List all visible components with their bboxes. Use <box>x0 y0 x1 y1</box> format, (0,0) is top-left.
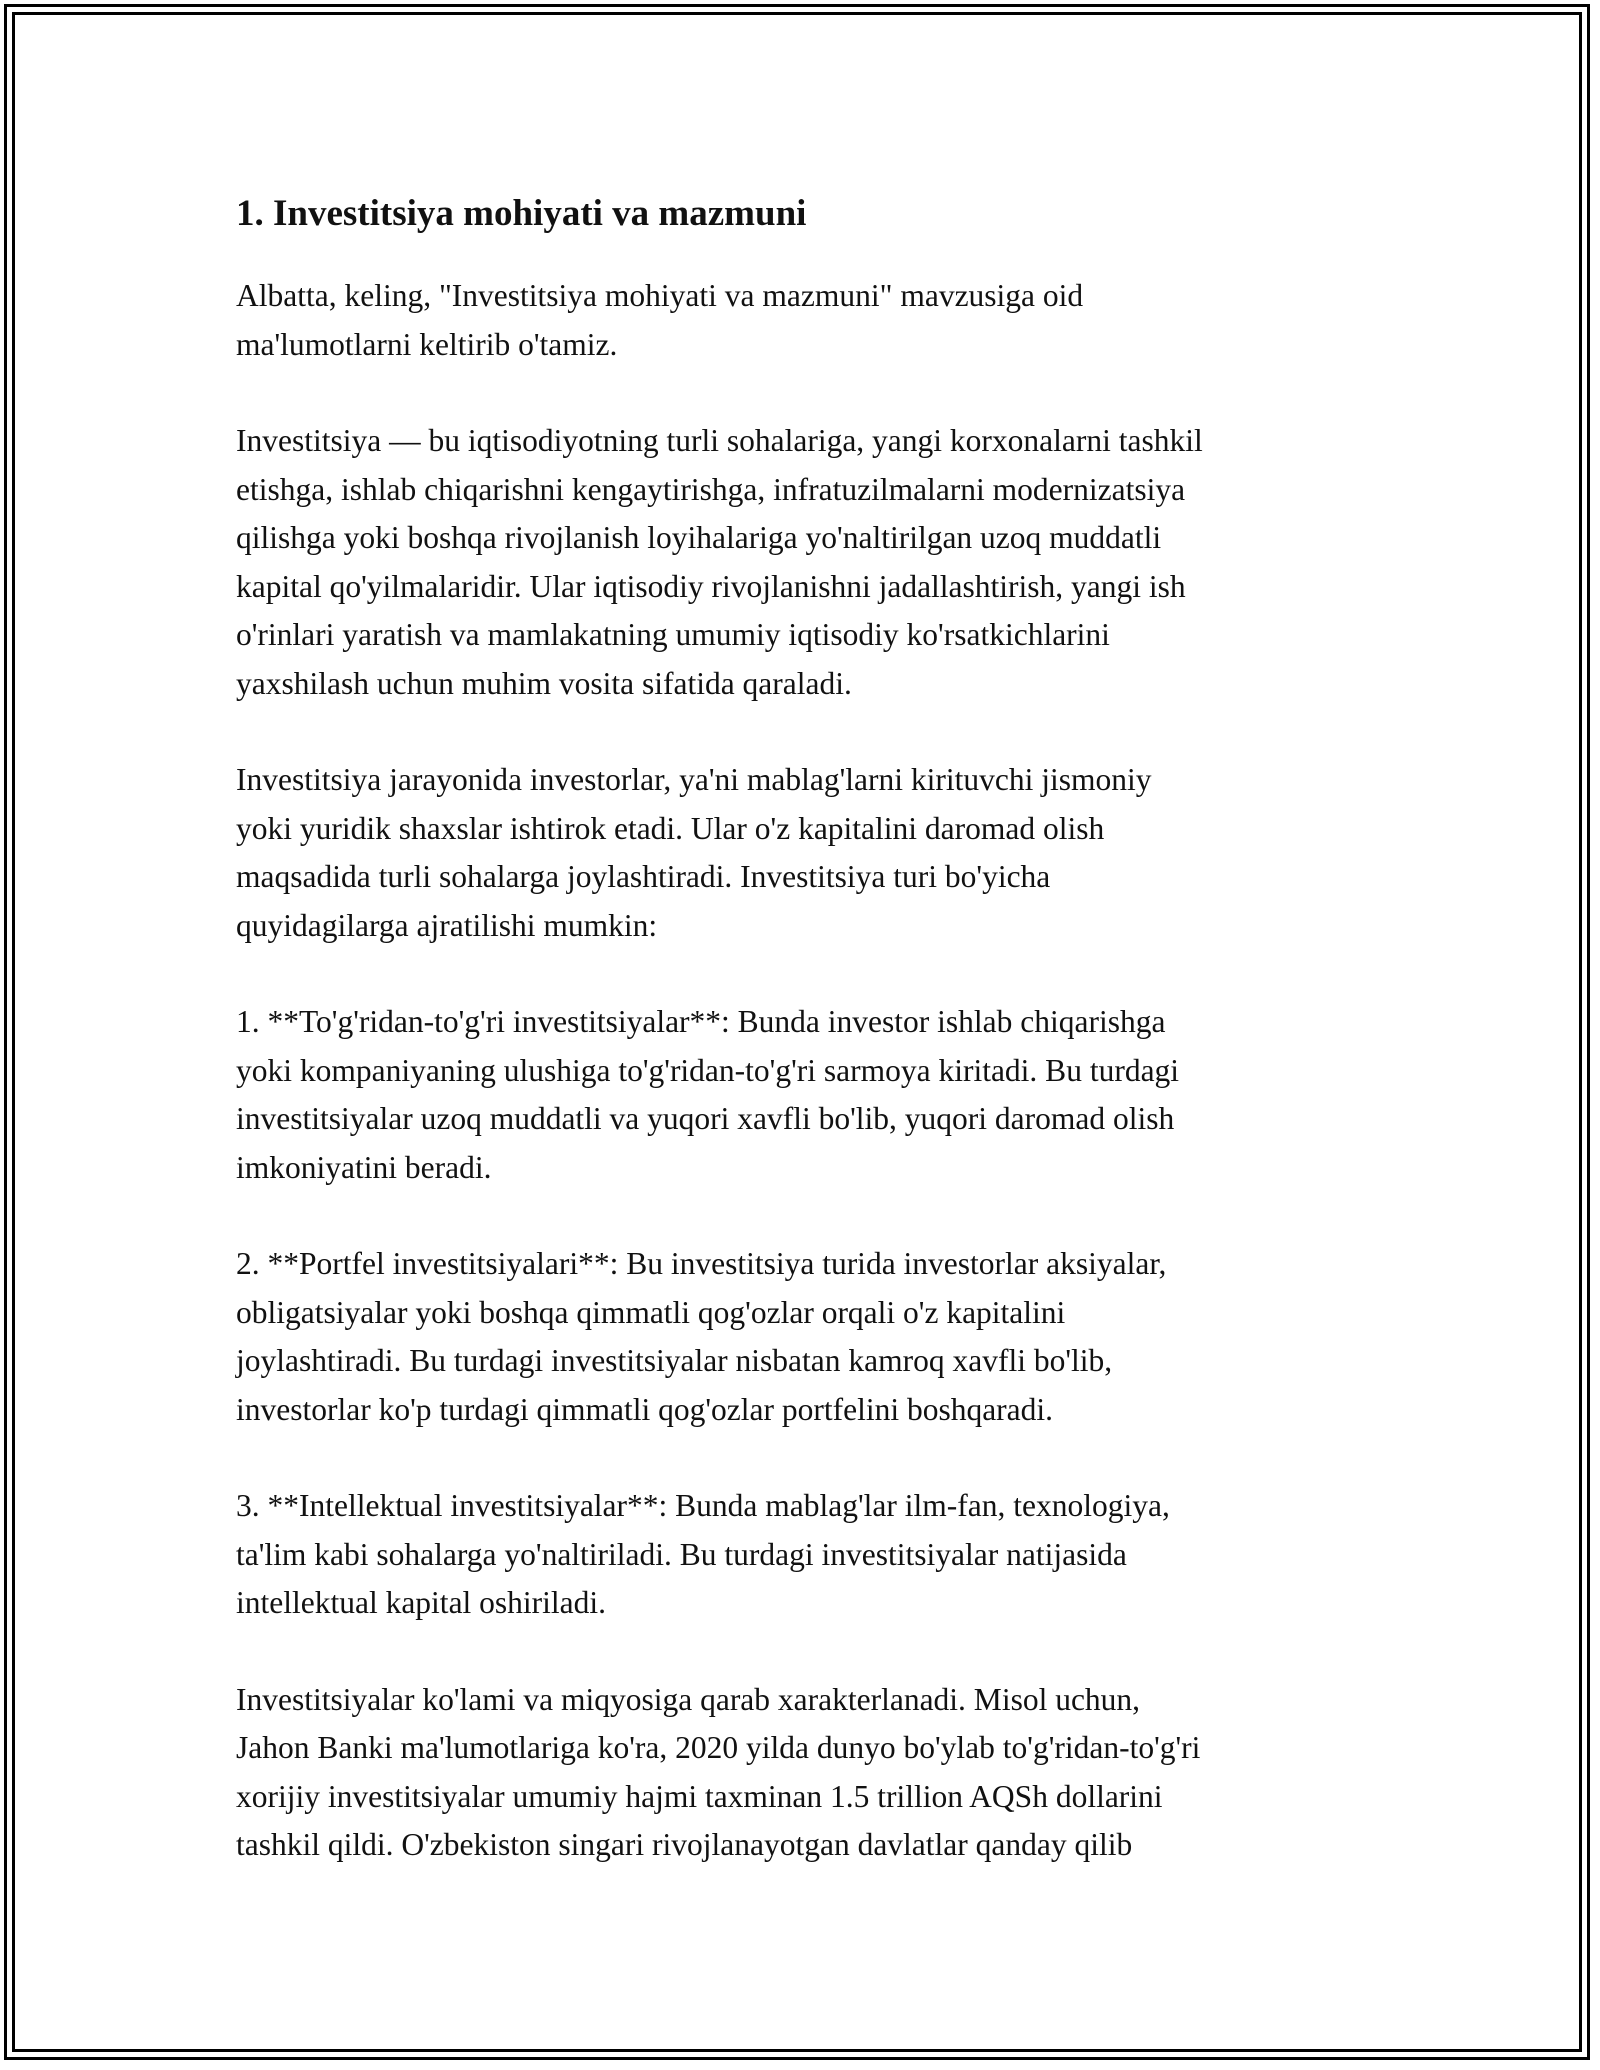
text-line: kapital qo'yilmalaridir. Ular iqtisodiy rivojlanishni jadallashtirish, yangi ish <box>236 568 1186 604</box>
text-line: tashkil qildi. O'zbekiston singari rivojlanayotgan davlatlar qanday qilib <box>236 1827 1133 1862</box>
list-item-portfolio-investments <box>236 1240 1386 1434</box>
text-line: Investitsiya jarayonida investorlar, ya'ni mablag'larni kirituvchi jismoniy <box>236 762 1152 797</box>
text-line: Investitsiya — bu iqtisodiyotning turli sohalariga, yangi korxonalarni tashkil <box>236 423 1203 458</box>
text-line: maqsadida turli sohalarga joylashtiradi. Investitsiya turi bo'yicha <box>236 859 1051 894</box>
text-line: Albatta, keling, "Investitsiya mohiyati va mazmuni" mavzusiga oid <box>236 278 1084 313</box>
text-line: ma'lumotlarni keltirib o'tamiz. <box>236 326 618 362</box>
text-line: yoki kompaniyaning ulushiga to'g'ridan-to'g'ri sarmoya kiritadi. Bu turdagi <box>236 1052 1180 1088</box>
text-line: etishga, ishlab chiqarishni kengaytirishga, infratuzilmalarni modernizatsiya <box>236 471 1186 507</box>
list-item-intellectual-investments <box>236 1482 1386 1628</box>
list-item-direct-investments <box>236 998 1386 1192</box>
text-line: 3. **Intellektual investitsiyalar**: Bunda mablag'lar ilm-fan, texnologiya, <box>236 1488 1170 1523</box>
text-line: Jahon Banki ma'lumotlariga ko'ra, 2020 yilda dunyo bo'ylab to'g'ridan-to'g'ri <box>236 1730 1201 1765</box>
paragraph-definition <box>236 417 1386 708</box>
text-line: yoki yuridik shaxslar ishtirok etadi. Ular o'z kapitalini daromad olish <box>236 810 1105 846</box>
document-title: 1. Investitsiya mohiyati va mazmuni <box>236 193 807 234</box>
text-line: 2. **Portfel investitsiyalari**: Bu investitsiya turida investorlar aksiyalar, <box>236 1246 1167 1281</box>
paragraph-investors <box>236 756 1386 950</box>
text-line: imkoniyatini beradi. <box>236 1149 492 1185</box>
text-line: ta'lim kabi sohalarga yo'naltiriladi. Bu turdagi investitsiyalar natijasida <box>236 1536 1127 1572</box>
text-line: Investitsiyalar ko'lami va miqyosiga qarab xarakterlanadi. Misol uchun, <box>236 1681 1141 1717</box>
text-line: 1. **To'g'ridan-to'g'ri investitsiyalar**: Bunda investor ishlab chiqarishga <box>236 1004 1166 1039</box>
paragraph-scale <box>236 1676 1386 1870</box>
text-line: investitsiyalar uzoq muddatli va yuqori xavfli bo'lib, yuqori daromad olish <box>236 1101 1175 1136</box>
text-line: joylashtiradi. Bu turdagi investitsiyalar nisbatan kamroq xavfli bo'lib, <box>236 1343 1113 1378</box>
text-line: quyidagilarga ajratilishi mumkin: <box>236 907 658 943</box>
text-line: investorlar ko'p turdagi qimmatli qog'ozlar portfelini boshqaradi. <box>236 1391 1054 1427</box>
text-line: qilishga yoki boshqa rivojlanish loyihalariga yo'naltirilgan uzoq muddatli <box>236 520 1162 555</box>
text-line: xorijiy investitsiyalar umumiy hajmi taxminan 1.5 trillion AQSh dollarini <box>236 1778 1163 1814</box>
text-line: o'rinlari yaratish va mamlakatning umumiy iqtisodiy ko'rsatkichlarini <box>236 617 1110 652</box>
document-body <box>236 186 1386 1918</box>
text-line: obligatsiyalar yoki boshqa qimmatli qog'ozlar orqali o'z kapitalini <box>236 1294 1066 1330</box>
text-line: yaxshilash uchun muhim vosita sifatida qaraladi. <box>236 665 852 701</box>
text-line: intellektual kapital oshiriladi. <box>236 1585 607 1620</box>
paragraph-intro <box>236 272 1386 369</box>
